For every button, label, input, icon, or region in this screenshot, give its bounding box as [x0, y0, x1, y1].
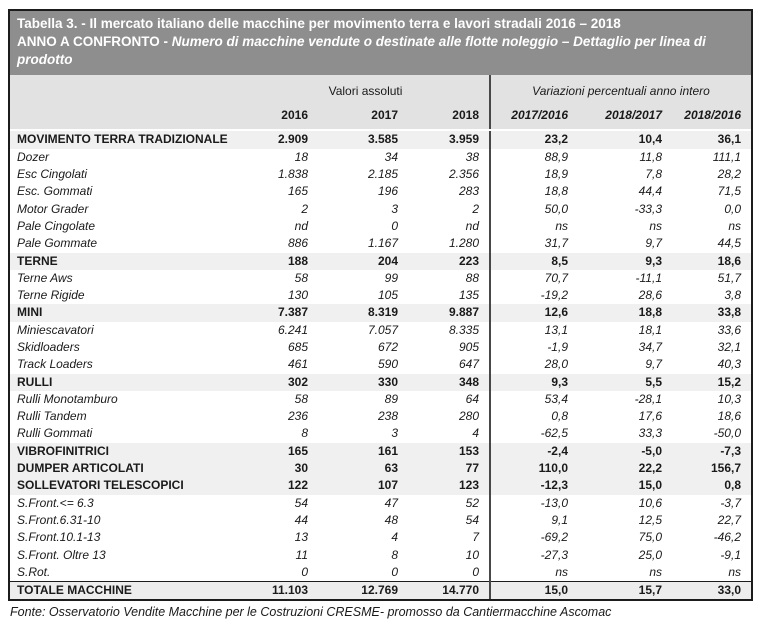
- value-cell: 77: [408, 460, 490, 477]
- value-cell: 886: [242, 235, 318, 252]
- value-cell: -9,1: [672, 547, 751, 564]
- row-label: Skidloaders: [10, 339, 242, 356]
- group-header-percent: Variazioni percentuali anno intero: [490, 75, 751, 100]
- year-header-2016: 2016: [242, 100, 318, 130]
- value-cell: 34,7: [578, 339, 672, 356]
- value-cell: 7,8: [578, 166, 672, 183]
- row-label: Rulli Gommati: [10, 425, 242, 442]
- value-cell: 58: [242, 270, 318, 287]
- value-cell: 111,1: [672, 149, 751, 166]
- value-cell: 2: [242, 201, 318, 218]
- value-cell: 88,9: [490, 149, 578, 166]
- value-cell: 3: [318, 201, 408, 218]
- table-header: [10, 75, 751, 130]
- value-cell: 348: [408, 374, 490, 391]
- value-cell: 7.057: [318, 322, 408, 339]
- value-cell: 4: [318, 529, 408, 546]
- row-label: Dozer: [10, 149, 242, 166]
- value-cell: 1.167: [318, 235, 408, 252]
- year-header-2018: 2018: [408, 100, 490, 130]
- value-cell: 18,1: [578, 322, 672, 339]
- row-label: Motor Grader: [10, 201, 242, 218]
- value-cell: 3.585: [318, 130, 408, 148]
- value-cell: 12,6: [490, 304, 578, 321]
- pct-header-2018-2016: 2018/2016: [672, 100, 751, 130]
- table-row: [10, 495, 751, 512]
- value-cell: 302: [242, 374, 318, 391]
- value-cell: 18: [242, 149, 318, 166]
- row-label: SOLLEVATORI TELESCOPICI: [10, 477, 242, 494]
- value-cell: 280: [408, 408, 490, 425]
- value-cell: nd: [408, 218, 490, 235]
- value-cell: 3: [318, 425, 408, 442]
- table-row: [10, 287, 751, 304]
- row-label: S.Front.6.31-10: [10, 512, 242, 529]
- value-cell: 52: [408, 495, 490, 512]
- value-cell: 153: [408, 443, 490, 460]
- value-cell: 28,2: [672, 166, 751, 183]
- value-cell: 44: [242, 512, 318, 529]
- value-cell: 7.387: [242, 304, 318, 321]
- table-row: [10, 374, 751, 391]
- table-row: [10, 425, 751, 442]
- value-cell: 14.770: [408, 582, 490, 600]
- value-cell: 47: [318, 495, 408, 512]
- value-cell: -50,0: [672, 425, 751, 442]
- value-cell: 8,5: [490, 253, 578, 270]
- value-cell: 11.103: [242, 582, 318, 600]
- value-cell: 123: [408, 477, 490, 494]
- value-cell: 23,2: [490, 130, 578, 148]
- value-cell: -5,0: [578, 443, 672, 460]
- value-cell: 0,8: [672, 477, 751, 494]
- table-row: [10, 149, 751, 166]
- value-cell: 9,7: [578, 356, 672, 373]
- table-title: Tabella 3. - Il mercato italiano delle macchine per movimento terra e lavori stradali 2016 – 2018: [17, 16, 621, 31]
- value-cell: 50,0: [490, 201, 578, 218]
- value-cell: 135: [408, 287, 490, 304]
- table-row: [10, 477, 751, 494]
- table-row: [10, 235, 751, 252]
- value-cell: 32,1: [672, 339, 751, 356]
- value-cell: 5,5: [578, 374, 672, 391]
- row-label: TOTALE MACCHINE: [10, 582, 242, 600]
- value-cell: 12.769: [318, 582, 408, 600]
- table-row: [10, 512, 751, 529]
- row-label: Track Loaders: [10, 356, 242, 373]
- value-cell: 10,6: [578, 495, 672, 512]
- value-cell: 17,6: [578, 408, 672, 425]
- value-cell: 10,3: [672, 391, 751, 408]
- value-cell: 22,2: [578, 460, 672, 477]
- row-label: MINI: [10, 304, 242, 321]
- value-cell: 330: [318, 374, 408, 391]
- row-label: Miniescavatori: [10, 322, 242, 339]
- value-cell: 53,4: [490, 391, 578, 408]
- row-label: S.Front. Oltre 13: [10, 547, 242, 564]
- value-cell: 38: [408, 149, 490, 166]
- table-row: [10, 339, 751, 356]
- value-cell: 461: [242, 356, 318, 373]
- value-cell: 13,1: [490, 322, 578, 339]
- table-row: [10, 218, 751, 235]
- pct-header-2017-2016: 2017/2016: [490, 100, 578, 130]
- value-cell: 2: [408, 201, 490, 218]
- row-label: TERNE: [10, 253, 242, 270]
- table-subtitle-prefix: ANNO A CONFRONTO -: [17, 33, 172, 49]
- value-cell: ns: [490, 218, 578, 235]
- table-title-band: [10, 11, 751, 75]
- table-row: [10, 270, 751, 287]
- empty-header-cell: [10, 75, 242, 100]
- value-cell: -12,3: [490, 477, 578, 494]
- value-cell: 89: [318, 391, 408, 408]
- value-cell: 22,7: [672, 512, 751, 529]
- value-cell: 33,3: [578, 425, 672, 442]
- row-label: MOVIMENTO TERRA TRADIZIONALE: [10, 130, 242, 148]
- value-cell: 9,7: [578, 235, 672, 252]
- value-cell: -7,3: [672, 443, 751, 460]
- value-cell: -69,2: [490, 529, 578, 546]
- value-cell: 236: [242, 408, 318, 425]
- value-cell: ns: [578, 564, 672, 582]
- value-cell: 283: [408, 183, 490, 200]
- value-cell: nd: [242, 218, 318, 235]
- table-row: [10, 408, 751, 425]
- value-cell: 2.356: [408, 166, 490, 183]
- table-row: [10, 391, 751, 408]
- value-cell: 590: [318, 356, 408, 373]
- row-label: Terne Aws: [10, 270, 242, 287]
- value-cell: 54: [242, 495, 318, 512]
- value-cell: 647: [408, 356, 490, 373]
- value-cell: 64: [408, 391, 490, 408]
- value-cell: 204: [318, 253, 408, 270]
- table-body: [10, 130, 751, 599]
- value-cell: 75,0: [578, 529, 672, 546]
- value-cell: 63: [318, 460, 408, 477]
- row-label: RULLI: [10, 374, 242, 391]
- row-label: S.Front.10.1-13: [10, 529, 242, 546]
- value-cell: -1,9: [490, 339, 578, 356]
- data-table: [10, 75, 751, 599]
- value-cell: 99: [318, 270, 408, 287]
- value-cell: 13: [242, 529, 318, 546]
- value-cell: 4: [408, 425, 490, 442]
- row-label: Terne Rigide: [10, 287, 242, 304]
- value-cell: -33,3: [578, 201, 672, 218]
- value-cell: 6.241: [242, 322, 318, 339]
- table-row: [10, 547, 751, 564]
- table-row: [10, 201, 751, 218]
- row-label: S.Front.<= 6.3: [10, 495, 242, 512]
- value-cell: 196: [318, 183, 408, 200]
- value-cell: 11,8: [578, 149, 672, 166]
- value-cell: 30: [242, 460, 318, 477]
- value-cell: 10: [408, 547, 490, 564]
- value-cell: 0,0: [672, 201, 751, 218]
- value-cell: 15,0: [578, 477, 672, 494]
- value-cell: 2.909: [242, 130, 318, 148]
- value-cell: 10,4: [578, 130, 672, 148]
- value-cell: 130: [242, 287, 318, 304]
- row-label: S.Rot.: [10, 564, 242, 582]
- row-label: Pale Cingolate: [10, 218, 242, 235]
- value-cell: 685: [242, 339, 318, 356]
- value-cell: ns: [490, 564, 578, 582]
- value-cell: 122: [242, 477, 318, 494]
- table-row: [10, 166, 751, 183]
- value-cell: ns: [672, 218, 751, 235]
- value-cell: 71,5: [672, 183, 751, 200]
- value-cell: 9.887: [408, 304, 490, 321]
- value-cell: ns: [672, 564, 751, 582]
- value-cell: 8: [242, 425, 318, 442]
- value-cell: ns: [578, 218, 672, 235]
- value-cell: 44,4: [578, 183, 672, 200]
- value-cell: 48: [318, 512, 408, 529]
- value-cell: 905: [408, 339, 490, 356]
- table-row: [10, 356, 751, 373]
- value-cell: 12,5: [578, 512, 672, 529]
- row-label: Rulli Monotamburo: [10, 391, 242, 408]
- value-cell: -2,4: [490, 443, 578, 460]
- row-label: Pale Gommate: [10, 235, 242, 252]
- value-cell: 1.280: [408, 235, 490, 252]
- value-cell: 9,1: [490, 512, 578, 529]
- value-cell: 156,7: [672, 460, 751, 477]
- table-row: [10, 304, 751, 321]
- value-cell: 44,5: [672, 235, 751, 252]
- table-row: [10, 529, 751, 546]
- value-cell: 8.335: [408, 322, 490, 339]
- value-cell: 165: [242, 183, 318, 200]
- value-cell: 18,9: [490, 166, 578, 183]
- value-cell: -62,5: [490, 425, 578, 442]
- value-cell: -11,1: [578, 270, 672, 287]
- value-cell: 7: [408, 529, 490, 546]
- value-cell: 28,0: [490, 356, 578, 373]
- value-cell: 188: [242, 253, 318, 270]
- value-cell: 0: [318, 564, 408, 582]
- value-cell: 33,6: [672, 322, 751, 339]
- row-label: Rulli Tandem: [10, 408, 242, 425]
- value-cell: 8: [318, 547, 408, 564]
- value-cell: 18,6: [672, 253, 751, 270]
- value-cell: 15,7: [578, 582, 672, 600]
- value-cell: -19,2: [490, 287, 578, 304]
- value-cell: 18,8: [578, 304, 672, 321]
- value-cell: 33,8: [672, 304, 751, 321]
- value-cell: -27,3: [490, 547, 578, 564]
- value-cell: 238: [318, 408, 408, 425]
- row-label: Esc Cingolati: [10, 166, 242, 183]
- value-cell: 36,1: [672, 130, 751, 148]
- value-cell: 3,8: [672, 287, 751, 304]
- value-cell: 672: [318, 339, 408, 356]
- year-header-row: [10, 100, 751, 130]
- value-cell: 0: [318, 218, 408, 235]
- value-cell: 161: [318, 443, 408, 460]
- value-cell: 1.838: [242, 166, 318, 183]
- table-row: [10, 322, 751, 339]
- value-cell: -46,2: [672, 529, 751, 546]
- value-cell: 0: [408, 564, 490, 582]
- value-cell: 31,7: [490, 235, 578, 252]
- value-cell: 70,7: [490, 270, 578, 287]
- year-header-2017: 2017: [318, 100, 408, 130]
- value-cell: 25,0: [578, 547, 672, 564]
- value-cell: 88: [408, 270, 490, 287]
- value-cell: 33,0: [672, 582, 751, 600]
- value-cell: 34: [318, 149, 408, 166]
- value-cell: 0: [242, 564, 318, 582]
- table-row: [10, 130, 751, 148]
- table-row: [10, 564, 751, 582]
- value-cell: 110,0: [490, 460, 578, 477]
- table-row: [10, 253, 751, 270]
- value-cell: 9,3: [578, 253, 672, 270]
- value-cell: 18,8: [490, 183, 578, 200]
- group-header-absolute: Valori assoluti: [242, 75, 490, 100]
- pct-header-2018-2017: 2018/2017: [578, 100, 672, 130]
- value-cell: 165: [242, 443, 318, 460]
- value-cell: 0,8: [490, 408, 578, 425]
- value-cell: 51,7: [672, 270, 751, 287]
- value-cell: 40,3: [672, 356, 751, 373]
- value-cell: 223: [408, 253, 490, 270]
- table-container: [8, 9, 753, 601]
- value-cell: 58: [242, 391, 318, 408]
- value-cell: -13,0: [490, 495, 578, 512]
- value-cell: 9,3: [490, 374, 578, 391]
- row-label: VIBROFINITRICI: [10, 443, 242, 460]
- value-cell: 15,0: [490, 582, 578, 600]
- group-header-row: [10, 75, 751, 100]
- table-row: [10, 443, 751, 460]
- value-cell: 54: [408, 512, 490, 529]
- value-cell: 107: [318, 477, 408, 494]
- source-note: Fonte: Osservatorio Vendite Macchine per le Costruzioni CRESME- promosso da Cantiermacchine Ascomac: [10, 605, 612, 620]
- table-row: [10, 582, 751, 600]
- value-cell: 105: [318, 287, 408, 304]
- value-cell: 28,6: [578, 287, 672, 304]
- value-cell: 18,6: [672, 408, 751, 425]
- table-row: [10, 183, 751, 200]
- value-cell: 3.959: [408, 130, 490, 148]
- table-row: [10, 460, 751, 477]
- row-label: Esc. Gommati: [10, 183, 242, 200]
- value-cell: -3,7: [672, 495, 751, 512]
- value-cell: -28,1: [578, 391, 672, 408]
- table-subtitle: Numero di macchine vendute o destinate alle flotte noleggio – Dettaglio per linea di prodotto: [17, 33, 706, 67]
- value-cell: 8.319: [318, 304, 408, 321]
- empty-header-cell: [10, 100, 242, 130]
- value-cell: 11: [242, 547, 318, 564]
- value-cell: 2.185: [318, 166, 408, 183]
- value-cell: 15,2: [672, 374, 751, 391]
- row-label: DUMPER ARTICOLATI: [10, 460, 242, 477]
